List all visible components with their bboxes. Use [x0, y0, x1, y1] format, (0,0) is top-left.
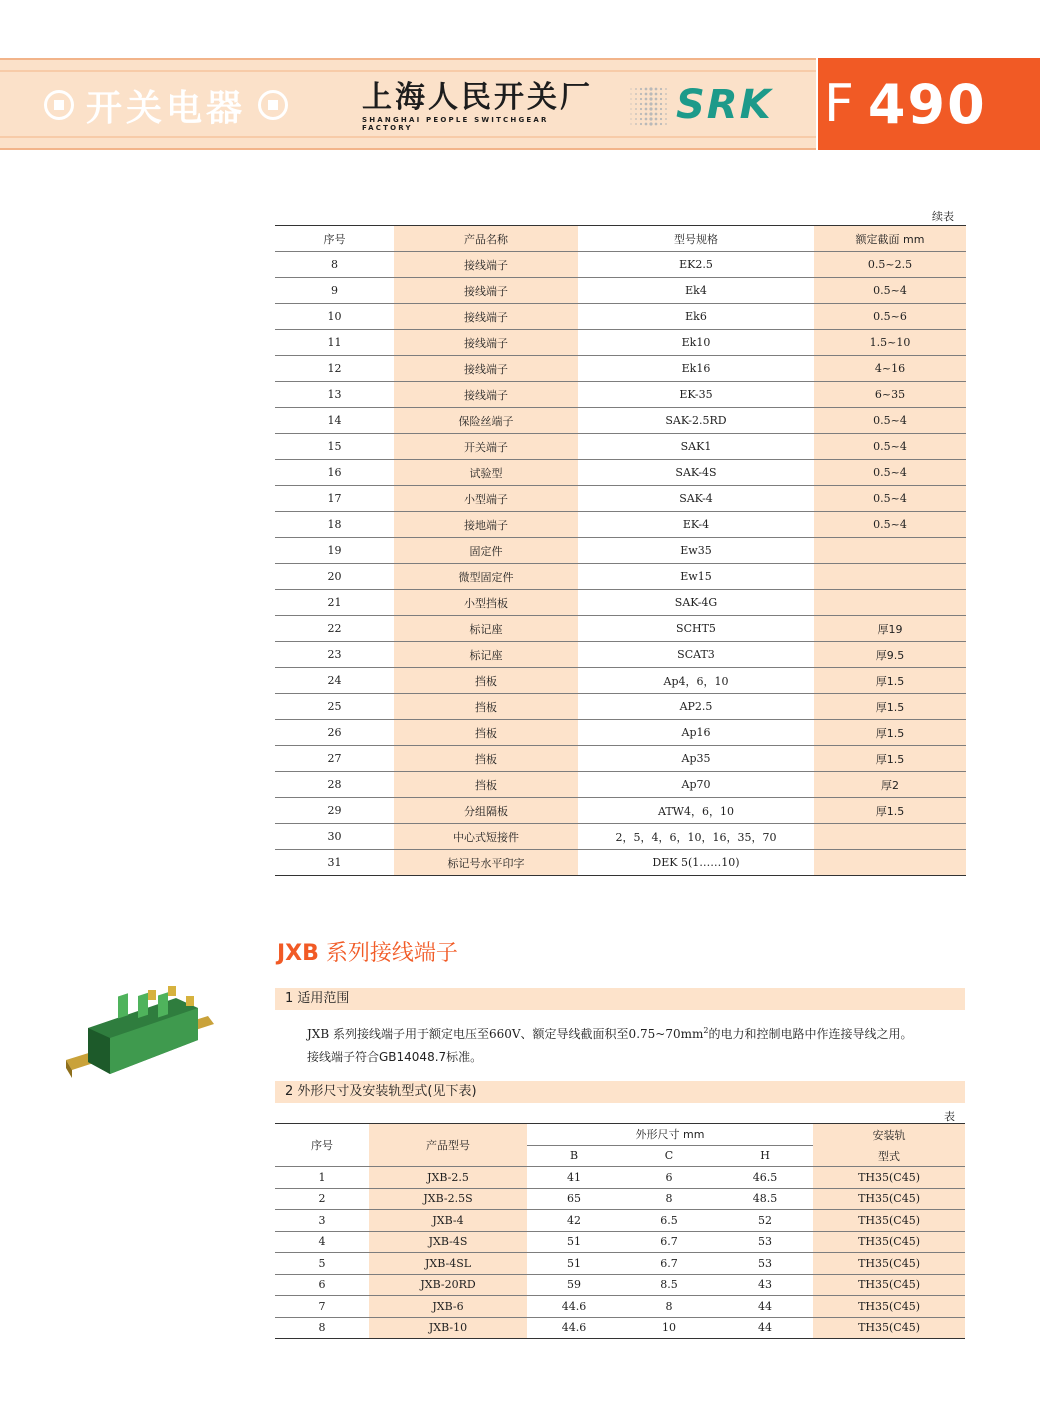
page-number-box — [818, 58, 1040, 150]
table-row — [275, 278, 966, 304]
table-row — [275, 1210, 965, 1232]
header-cell: H — [717, 1145, 813, 1167]
product-name: 挡板 — [394, 694, 578, 720]
model-spec: SAK-4 — [578, 486, 814, 512]
row-number: 28 — [275, 772, 394, 798]
table-row — [275, 1188, 965, 1210]
table-row — [275, 850, 966, 876]
company-name-en: SHANGHAI PEOPLE SWITCHGEAR FACTORY — [362, 116, 549, 132]
rated-section — [814, 564, 966, 590]
row-number: 25 — [275, 694, 394, 720]
header-cell: B — [527, 1145, 621, 1167]
table-row — [275, 772, 966, 798]
table-row — [275, 746, 966, 772]
product-name: 挡板 — [394, 720, 578, 746]
header-cell: 型式 — [813, 1145, 965, 1167]
page-number: 490 — [867, 72, 987, 136]
dim-c: 6.7 — [621, 1231, 717, 1253]
row-number: 11 — [275, 330, 394, 356]
desc-text-line2: 接线端子符合GB14048.7标准。 — [307, 1050, 483, 1064]
row-number: 24 — [275, 668, 394, 694]
table-row — [275, 304, 966, 330]
product-name: 接线端子 — [394, 356, 578, 382]
product-model: JXB-4SL — [369, 1253, 527, 1275]
row-number: 23 — [275, 642, 394, 668]
row-number: 12 — [275, 356, 394, 382]
rated-section: 厚1.5 — [814, 746, 966, 772]
table-row — [275, 408, 966, 434]
row-number: 10 — [275, 304, 394, 330]
desc-superscript: 2 — [703, 1026, 709, 1035]
desc-text-b: 的电力和控制电路中作连接导线之用。 — [708, 1027, 913, 1041]
model-spec: SAK-4S — [578, 460, 814, 486]
page-prefix: F — [824, 74, 854, 134]
dim-h: 48.5 — [717, 1188, 813, 1210]
rated-section — [814, 850, 966, 876]
subsection-scope: 1 适用范围 — [275, 988, 965, 1010]
rail-type: TH35(C45) — [813, 1188, 965, 1210]
row-number: 30 — [275, 824, 394, 850]
model-spec: Ap70 — [578, 772, 814, 798]
product-model: JXB-4S — [369, 1231, 527, 1253]
model-spec: Ap4，6，10 — [578, 668, 814, 694]
header-cell: 外形尺寸 mm — [527, 1124, 813, 1146]
row-number: 15 — [275, 434, 394, 460]
table-row — [275, 356, 966, 382]
product-name: 标记号水平印字 — [394, 850, 578, 876]
header-cell: 安装轨 — [813, 1124, 965, 1146]
terminal-block-image — [58, 978, 218, 1088]
table-note: 表 — [944, 1110, 955, 1123]
product-name: 试验型 — [394, 460, 578, 486]
table-row — [275, 642, 966, 668]
table-row — [275, 486, 966, 512]
row-number: 14 — [275, 408, 394, 434]
dim-h: 43 — [717, 1274, 813, 1296]
model-spec: Ew15 — [578, 564, 814, 590]
rated-section: 厚1.5 — [814, 694, 966, 720]
product-name: 接线端子 — [394, 382, 578, 408]
category-label — [44, 80, 288, 130]
model-spec: 2，5，4，6，10，16，35，70 — [578, 824, 814, 850]
rated-section: 1.5~10 — [814, 330, 966, 356]
product-name: 标记座 — [394, 616, 578, 642]
desc-text-a: JXB 系列接线端子用于额定电压至660V、额定导线截面积至0.75~70mm — [307, 1027, 704, 1041]
product-model: JXB-20RD — [369, 1274, 527, 1296]
table-row — [275, 434, 966, 460]
square-bullet-icon — [258, 90, 288, 120]
dim-b: 59 — [527, 1274, 621, 1296]
dim-h: 44 — [717, 1296, 813, 1318]
header-cell: 序号 — [275, 226, 394, 252]
product-name: 接线端子 — [394, 330, 578, 356]
row-number: 9 — [275, 278, 394, 304]
table-row — [275, 564, 966, 590]
scope-description — [307, 1019, 972, 1069]
table-row — [275, 1296, 965, 1318]
category-text: 开关电器 — [86, 87, 247, 129]
header-cell: 额定截面 mm — [814, 226, 966, 252]
table-row — [275, 1253, 965, 1275]
dim-h: 53 — [717, 1231, 813, 1253]
product-name: 保险丝端子 — [394, 408, 578, 434]
rated-section: 0.5~4 — [814, 278, 966, 304]
product-name: 挡板 — [394, 746, 578, 772]
table-row — [275, 694, 966, 720]
brand-logo: SRK — [676, 82, 773, 128]
model-spec: SAK-2.5RD — [578, 408, 814, 434]
dim-h: 52 — [717, 1210, 813, 1232]
table-row — [275, 460, 966, 486]
product-name: 挡板 — [394, 772, 578, 798]
dim-h: 46.5 — [717, 1167, 813, 1189]
rail-type: TH35(C45) — [813, 1210, 965, 1232]
product-name: 微型固定件 — [394, 564, 578, 590]
product-name: 接线端子 — [394, 252, 578, 278]
product-name: 接地端子 — [394, 512, 578, 538]
model-spec: EK2.5 — [578, 252, 814, 278]
rated-section: 厚2 — [814, 772, 966, 798]
model-spec: Ew35 — [578, 538, 814, 564]
dot-pattern-icon — [628, 86, 668, 126]
row-number: 27 — [275, 746, 394, 772]
rated-section: 厚9.5 — [814, 642, 966, 668]
subsection-dimensions: 2 外形尺寸及安装轨型式(见下表) — [275, 1081, 965, 1103]
rated-section: 6~35 — [814, 382, 966, 408]
row-number: 5 — [275, 1253, 369, 1275]
rail-type: TH35(C45) — [813, 1296, 965, 1318]
dim-c: 6.7 — [621, 1253, 717, 1275]
table-row — [275, 590, 966, 616]
rated-section: 0.5~4 — [814, 460, 966, 486]
rated-section: 0.5~4 — [814, 512, 966, 538]
rail-type: TH35(C45) — [813, 1253, 965, 1275]
section-title-text: 系列接线端子 — [318, 941, 458, 966]
dim-b: 65 — [527, 1188, 621, 1210]
table-row — [275, 1317, 965, 1339]
dim-b: 42 — [527, 1210, 621, 1232]
table-header-row — [275, 226, 966, 252]
product-model: JXB-6 — [369, 1296, 527, 1318]
table-header-row — [275, 1124, 965, 1146]
row-number: 8 — [275, 1317, 369, 1339]
header-cell: 产品型号 — [369, 1124, 527, 1167]
table-row — [275, 1274, 965, 1296]
model-spec: Ek16 — [578, 356, 814, 382]
rated-section: 0.5~6 — [814, 304, 966, 330]
model-spec: AP2.5 — [578, 694, 814, 720]
product-name: 小型端子 — [394, 486, 578, 512]
dim-b: 51 — [527, 1253, 621, 1275]
rated-section: 厚1.5 — [814, 798, 966, 824]
row-number: 16 — [275, 460, 394, 486]
terminal-spec-table — [275, 225, 966, 876]
company-name-cn: 上海人民开关厂 — [362, 80, 593, 115]
rated-section: 厚19 — [814, 616, 966, 642]
product-name: 分组隔板 — [394, 798, 578, 824]
rail-type: TH35(C45) — [813, 1167, 965, 1189]
row-number: 29 — [275, 798, 394, 824]
header-cell: 产品名称 — [394, 226, 578, 252]
model-spec: Ap16 — [578, 720, 814, 746]
model-spec: DEK 5(1……10) — [578, 850, 814, 876]
row-number: 17 — [275, 486, 394, 512]
row-number: 21 — [275, 590, 394, 616]
continued-note: 续表 — [932, 210, 954, 223]
table-row — [275, 538, 966, 564]
dim-c: 8.5 — [621, 1274, 717, 1296]
rated-section: 4~16 — [814, 356, 966, 382]
dim-b: 51 — [527, 1231, 621, 1253]
table-row — [275, 824, 966, 850]
dim-b: 44.6 — [527, 1317, 621, 1339]
rated-section: 0.5~4 — [814, 434, 966, 460]
row-number: 22 — [275, 616, 394, 642]
rail-type: TH35(C45) — [813, 1274, 965, 1296]
product-name: 挡板 — [394, 668, 578, 694]
row-number: 7 — [275, 1296, 369, 1318]
rated-section — [814, 538, 966, 564]
product-model: JXB-2.5S — [369, 1188, 527, 1210]
section-title-prefix: JXB — [277, 941, 319, 966]
row-number: 3 — [275, 1210, 369, 1232]
rated-section: 0.5~4 — [814, 486, 966, 512]
table-row — [275, 1167, 965, 1189]
product-name: 开关端子 — [394, 434, 578, 460]
table-row — [275, 616, 966, 642]
product-name: 中心式短接件 — [394, 824, 578, 850]
rated-section: 厚1.5 — [814, 720, 966, 746]
header-cell: C — [621, 1145, 717, 1167]
rated-section: 0.5~4 — [814, 408, 966, 434]
rated-section — [814, 590, 966, 616]
product-name: 标记座 — [394, 642, 578, 668]
dim-c: 8 — [621, 1296, 717, 1318]
dim-b: 44.6 — [527, 1296, 621, 1318]
row-number: 20 — [275, 564, 394, 590]
model-spec: Ek6 — [578, 304, 814, 330]
model-spec: Ek4 — [578, 278, 814, 304]
dim-h: 44 — [717, 1317, 813, 1339]
row-number: 2 — [275, 1188, 369, 1210]
product-name: 接线端子 — [394, 278, 578, 304]
row-number: 6 — [275, 1274, 369, 1296]
model-spec: ATW4，6，10 — [578, 798, 814, 824]
table-row — [275, 330, 966, 356]
model-spec: SCHT5 — [578, 616, 814, 642]
product-name: 固定件 — [394, 538, 578, 564]
rail-type: TH35(C45) — [813, 1317, 965, 1339]
row-number: 31 — [275, 850, 394, 876]
dim-h: 53 — [717, 1253, 813, 1275]
product-model: JXB-10 — [369, 1317, 527, 1339]
row-number: 26 — [275, 720, 394, 746]
table-row — [275, 798, 966, 824]
dim-b: 41 — [527, 1167, 621, 1189]
table-row — [275, 512, 966, 538]
square-bullet-icon — [44, 90, 74, 120]
row-number: 4 — [275, 1231, 369, 1253]
table-row — [275, 382, 966, 408]
rated-section — [814, 824, 966, 850]
model-spec: Ek10 — [578, 330, 814, 356]
model-spec: SCAT3 — [578, 642, 814, 668]
product-model: JXB-4 — [369, 1210, 527, 1232]
model-spec: EK-4 — [578, 512, 814, 538]
model-spec: EK-35 — [578, 382, 814, 408]
rated-section: 0.5~2.5 — [814, 252, 966, 278]
header-cell: 序号 — [275, 1124, 369, 1167]
rated-section: 厚1.5 — [814, 668, 966, 694]
table-row — [275, 252, 966, 278]
dim-c: 8 — [621, 1188, 717, 1210]
product-name: 小型挡板 — [394, 590, 578, 616]
model-spec: SAK-4G — [578, 590, 814, 616]
table-row — [275, 720, 966, 746]
product-name: 接线端子 — [394, 304, 578, 330]
row-number: 19 — [275, 538, 394, 564]
rail-type: TH35(C45) — [813, 1231, 965, 1253]
dim-c: 6 — [621, 1167, 717, 1189]
dimension-table — [275, 1123, 965, 1339]
model-spec: SAK1 — [578, 434, 814, 460]
dim-c: 10 — [621, 1317, 717, 1339]
model-spec: Ap35 — [578, 746, 814, 772]
company-logo — [362, 82, 602, 132]
section-title — [277, 936, 458, 967]
table-row — [275, 1231, 965, 1253]
header-cell: 型号规格 — [578, 226, 814, 252]
row-number: 13 — [275, 382, 394, 408]
product-model: JXB-2.5 — [369, 1167, 527, 1189]
row-number: 18 — [275, 512, 394, 538]
row-number: 8 — [275, 252, 394, 278]
dim-c: 6.5 — [621, 1210, 717, 1232]
row-number: 1 — [275, 1167, 369, 1189]
table-row — [275, 668, 966, 694]
